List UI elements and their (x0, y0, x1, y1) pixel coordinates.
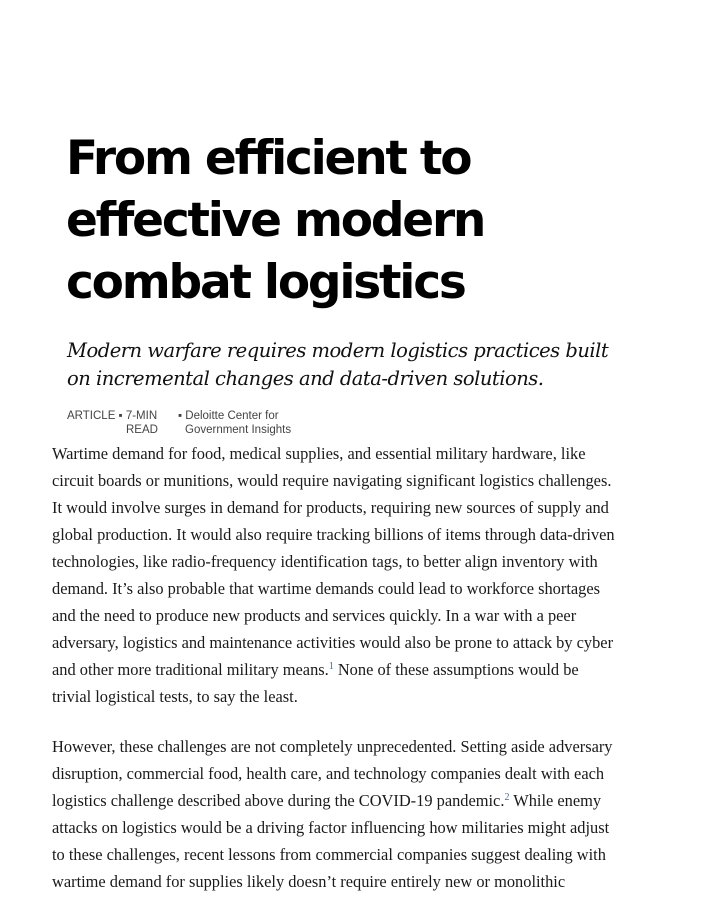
footnote-link[interactable]: 2 (504, 792, 510, 803)
body-line: wartime demand for supplies likely doesn’t require entirely new or monolithic (52, 872, 566, 891)
body-line: However, these challenges are not completely unprecedented. Setting aside adversary (52, 737, 613, 756)
body-line: demand. It’s also probable that wartime demands could lead to workforce shortages (52, 579, 601, 598)
body-line: Wartime demand for food, medical supplies, and essential military hardware, like (52, 444, 586, 463)
body-line (52, 787, 672, 814)
body-line: trivial logistical tests, to say the least. (52, 687, 298, 706)
body-text: While enemy (509, 791, 602, 810)
article-title-line: combat logistics (66, 255, 465, 310)
article-source-meta[interactable] (178, 409, 328, 437)
article-title (66, 128, 626, 314)
body-text: None of these assumptions would be (333, 660, 579, 679)
article-subtitle-line: on incremental changes and data-driven solutions. (67, 367, 544, 390)
footnote-link[interactable]: 1 (328, 661, 334, 672)
body-line: global production. It would also require tracking billions of items through data-driven (52, 525, 615, 544)
article-title-line: effective modern (66, 193, 485, 248)
body-text: and other more traditional military means. (52, 660, 329, 679)
body-line: adversary, logistics and maintenance activities would also be prone to attack by cyber (52, 633, 614, 652)
article-body (52, 440, 672, 918)
body-line (52, 656, 672, 683)
body-paragraph (52, 440, 672, 710)
article-type-line: READ (126, 424, 158, 436)
article-source-line[interactable]: ▪ Deloitte Center for (178, 410, 279, 422)
body-line: circuit boards or munitions, would require navigating significant logistics challenges. (52, 471, 612, 490)
article-source-line[interactable]: Government Insights (185, 424, 292, 436)
body-paragraph (52, 733, 672, 895)
body-line: disruption, commercial food, health care, and technology companies dealt with each (52, 764, 605, 783)
body-line: technologies, like radio-frequency identification tags, to better align inventory with (52, 552, 598, 571)
article-type-line: ARTICLE ▪ 7-MIN (67, 410, 158, 422)
body-line: to these challenges, recent lessons from commercial companies suggest dealing with (52, 845, 606, 864)
article-subtitle-line: Modern warfare requires modern logistics practices built (67, 339, 609, 362)
body-line: attacks on logistics would be a driving factor influencing how militaries might adjust (52, 818, 610, 837)
body-line: It would involve surges in demand for products, requiring new sources of supply and (52, 498, 609, 517)
article-title-line: From efficient to (66, 131, 471, 186)
body-line: and the need to produce new products and services quickly. In a war with a peer (52, 606, 577, 625)
article-subtitle (67, 337, 667, 393)
body-text: logistics challenge described above during the COVID-19 pandemic. (52, 791, 505, 810)
article-type-meta (67, 409, 163, 437)
